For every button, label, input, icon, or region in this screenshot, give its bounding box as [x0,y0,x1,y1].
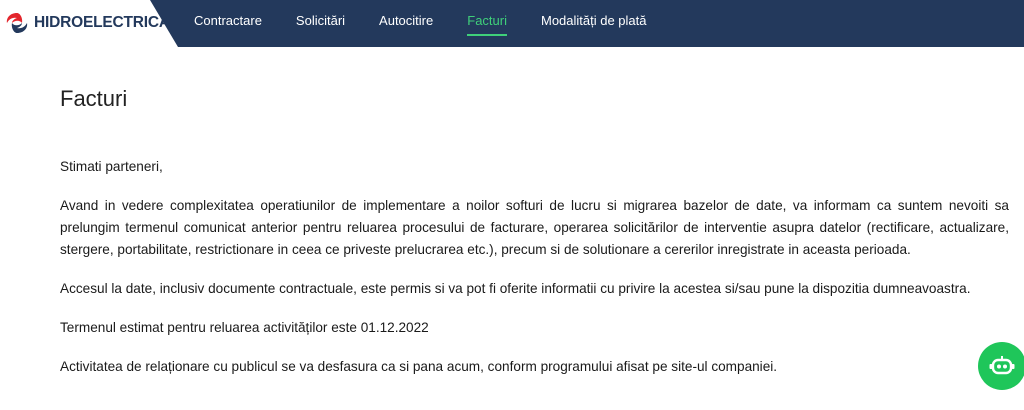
hidroelectrica-swirl-logo-icon [3,10,31,36]
chatbot-icon [987,351,1017,381]
brand-logo[interactable] [3,10,170,36]
deadline-paragraph: Termenul estimat pentru reluarea activităților este 01.12.2022 [60,320,429,335]
page-title: Facturi [60,86,128,111]
nav-item-solicitari[interactable]: Solicitări [295,13,346,28]
nav-item-modalitati-de-plata[interactable]: Modalități de plată [540,13,647,28]
notice-content [60,156,1009,395]
site-header [0,0,1024,47]
nav-item-contractare[interactable]: Contractare [194,13,262,28]
nav-item-autocitire[interactable]: Autocitire [379,13,434,28]
nav-item-facturi[interactable]: Facturi [467,0,507,47]
main-nav [194,0,681,47]
brand-name: HIDROELECTRICA [34,14,170,31]
notice-paragraph: Avand in vedere complexitatea operatiunilor de implementare a noilor softuri de lucru si migrarea bazelor de date, va informam ca suntem nevoiti sa prelungim termenul comunicat anterior pentru reluarea procesului de facturare, operarea solicitărilor de interventie asupra datelor (rectificare, actualizare, stergere, portabilitate, restrictionare in ceea ce priveste prelucrarea etc.), precum si de solutionare a cererilor inregistrate in aceasta perioada. [60,198,1009,257]
notice-paragraph: Activitatea de relaționare cu publicul se va desfasura ca si pana acum, conform programului afisat pe site-ul companiei. [60,359,778,374]
greeting-paragraph: Stimati parteneri, [60,159,163,174]
notice-paragraph: Accesul la date, inclusiv documente contractuale, este permis si va pot fi oferite informatii cu privire la acestea si/sau pune la dispozitia dumneavoastra. [60,281,971,296]
chatbot-button[interactable] [978,342,1024,390]
